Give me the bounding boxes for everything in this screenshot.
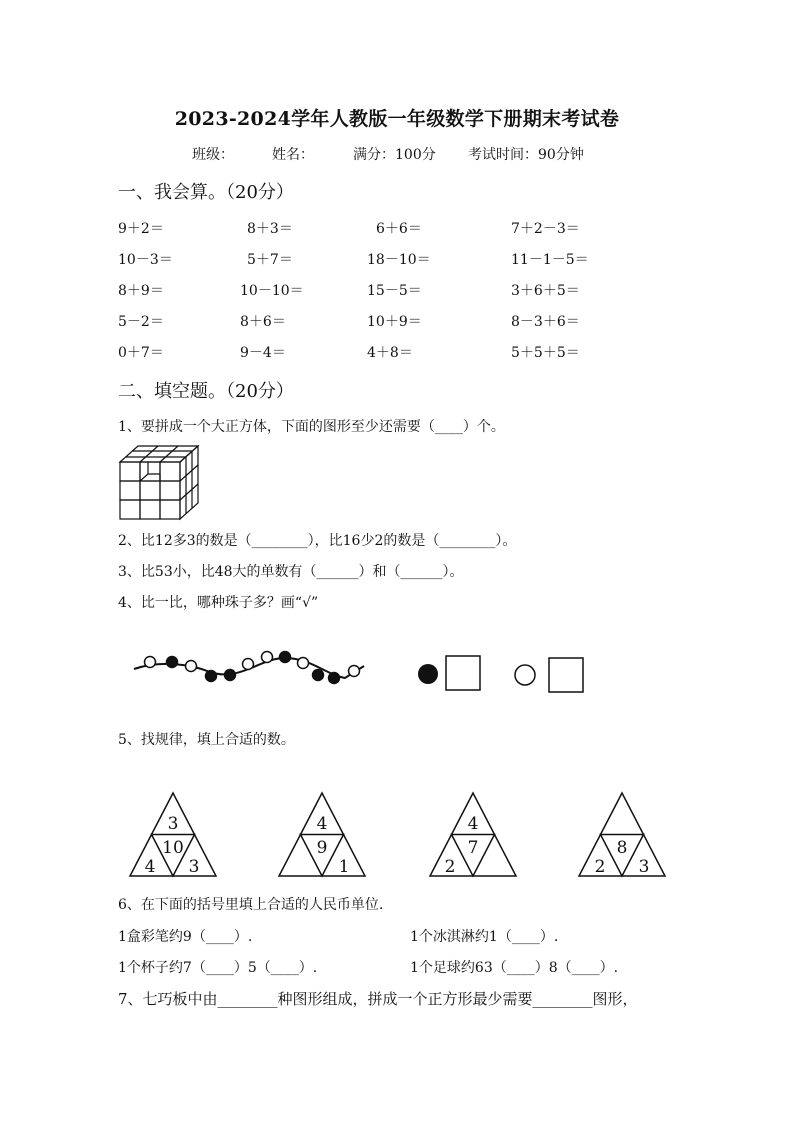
triangle-3-left: 2 [444, 857, 456, 877]
calc-item: 11－1－5＝ [511, 252, 589, 268]
calc-item: 15－5＝ [367, 283, 422, 299]
question-5: 5、找规律，填上合适的数。 [118, 732, 295, 748]
calc-item: 10－3＝ [118, 252, 173, 268]
triangle-2-top: 4 [316, 814, 328, 834]
triangle-1-left: 4 [144, 857, 156, 877]
class-label: 班级： [192, 147, 234, 163]
bead-black [225, 670, 236, 681]
calc-item: 10＋9＝ [367, 314, 422, 330]
black-bead-icon [418, 664, 438, 684]
question-6: 6、在下面的括号里填上合适的人民币单位. [118, 897, 384, 913]
triangle-4-middle: 8 [616, 838, 628, 858]
bead-black [167, 657, 178, 668]
calc-item: 4＋8＝ [367, 345, 413, 361]
calc-item: 8＋9＝ [118, 283, 164, 299]
bead-string [130, 644, 368, 686]
white-bead-icon [515, 665, 535, 685]
calc-item: 8＋3＝ [247, 221, 293, 237]
triangle-1-right: 3 [188, 857, 200, 877]
question-3: 3、比53小，比48大的单数有（______）和（______）。 [118, 564, 464, 580]
triangle-4-left: 2 [594, 857, 606, 877]
calc-item: 3＋6＋5＝ [511, 283, 580, 299]
page-title: 2023-2024学年人教版一年级数学下册期末考试卷 [174, 108, 620, 130]
bead-white [298, 658, 309, 669]
triangle-4-right: 3 [638, 857, 650, 877]
calc-item: 9＋2＝ [118, 221, 164, 237]
calc-item: 0＋7＝ [118, 345, 164, 361]
q6-item-pen: 1盒彩笔约9（____）. [118, 929, 253, 945]
bead-black [313, 670, 324, 681]
triangle-3-middle: 7 [467, 838, 479, 858]
section1-heading: 一、我会算。（20分） [118, 182, 294, 203]
cube-figure [118, 444, 204, 522]
calc-item: 5＋5＋5＝ [511, 345, 580, 361]
triangle-3-top: 4 [467, 814, 479, 834]
bead-black [280, 652, 291, 663]
bead-black [329, 673, 340, 684]
full-score: 满分：100分 [353, 147, 436, 163]
triangle-1-top: 3 [167, 814, 179, 834]
bead-white [145, 657, 156, 668]
answer-box-black [446, 656, 480, 690]
triangle-puzzles [128, 790, 673, 880]
exam-time: 考试时间：90分钟 [468, 147, 584, 163]
section2-heading: 二、填空题。（20分） [118, 381, 294, 402]
question-4: 4、比一比，哪种珠子多？画“√” [118, 595, 319, 611]
triangle-2-right: 1 [338, 857, 350, 877]
q6-item-cup: 1个杯子约7（____）5（____）. [118, 960, 318, 976]
q6-item-icecream: 1个冰淇淋约1（____）. [410, 929, 559, 945]
q6-item-football: 1个足球约63（____）8（____）. [410, 960, 619, 976]
triangle-1-middle: 10 [162, 838, 184, 858]
bead-white [349, 666, 360, 677]
calc-item: 8－3＋6＝ [511, 314, 580, 330]
name-label: 姓名： [272, 147, 314, 163]
calc-item: 10－10＝ [240, 283, 304, 299]
calc-item: 9－4＝ [240, 345, 286, 361]
bead-white [243, 659, 254, 670]
bead-compare-options [414, 654, 586, 696]
question-7: 7、七巧板中由________种图形组成，拼成一个正方形最少需要________图形， [118, 990, 638, 1008]
calc-item: 7＋2－3＝ [511, 221, 580, 237]
triangle-2-middle: 9 [316, 838, 328, 858]
question-1: 1、要拼成一个大正方体，下面的图形至少还需要（____）个。 [118, 419, 505, 435]
calc-item: 5－2＝ [118, 314, 164, 330]
calc-item: 5＋7＝ [247, 252, 293, 268]
question-2: 2、比12多3的数是（________），比16少2的数是（________）。 [118, 533, 517, 549]
calc-item: 6＋6＝ [376, 221, 422, 237]
bead-black [206, 671, 217, 682]
answer-box-white [549, 658, 583, 692]
bead-white [186, 661, 197, 672]
calc-item: 18－10＝ [367, 252, 431, 268]
calc-item: 8＋6＝ [240, 314, 286, 330]
bead-white [262, 652, 273, 663]
